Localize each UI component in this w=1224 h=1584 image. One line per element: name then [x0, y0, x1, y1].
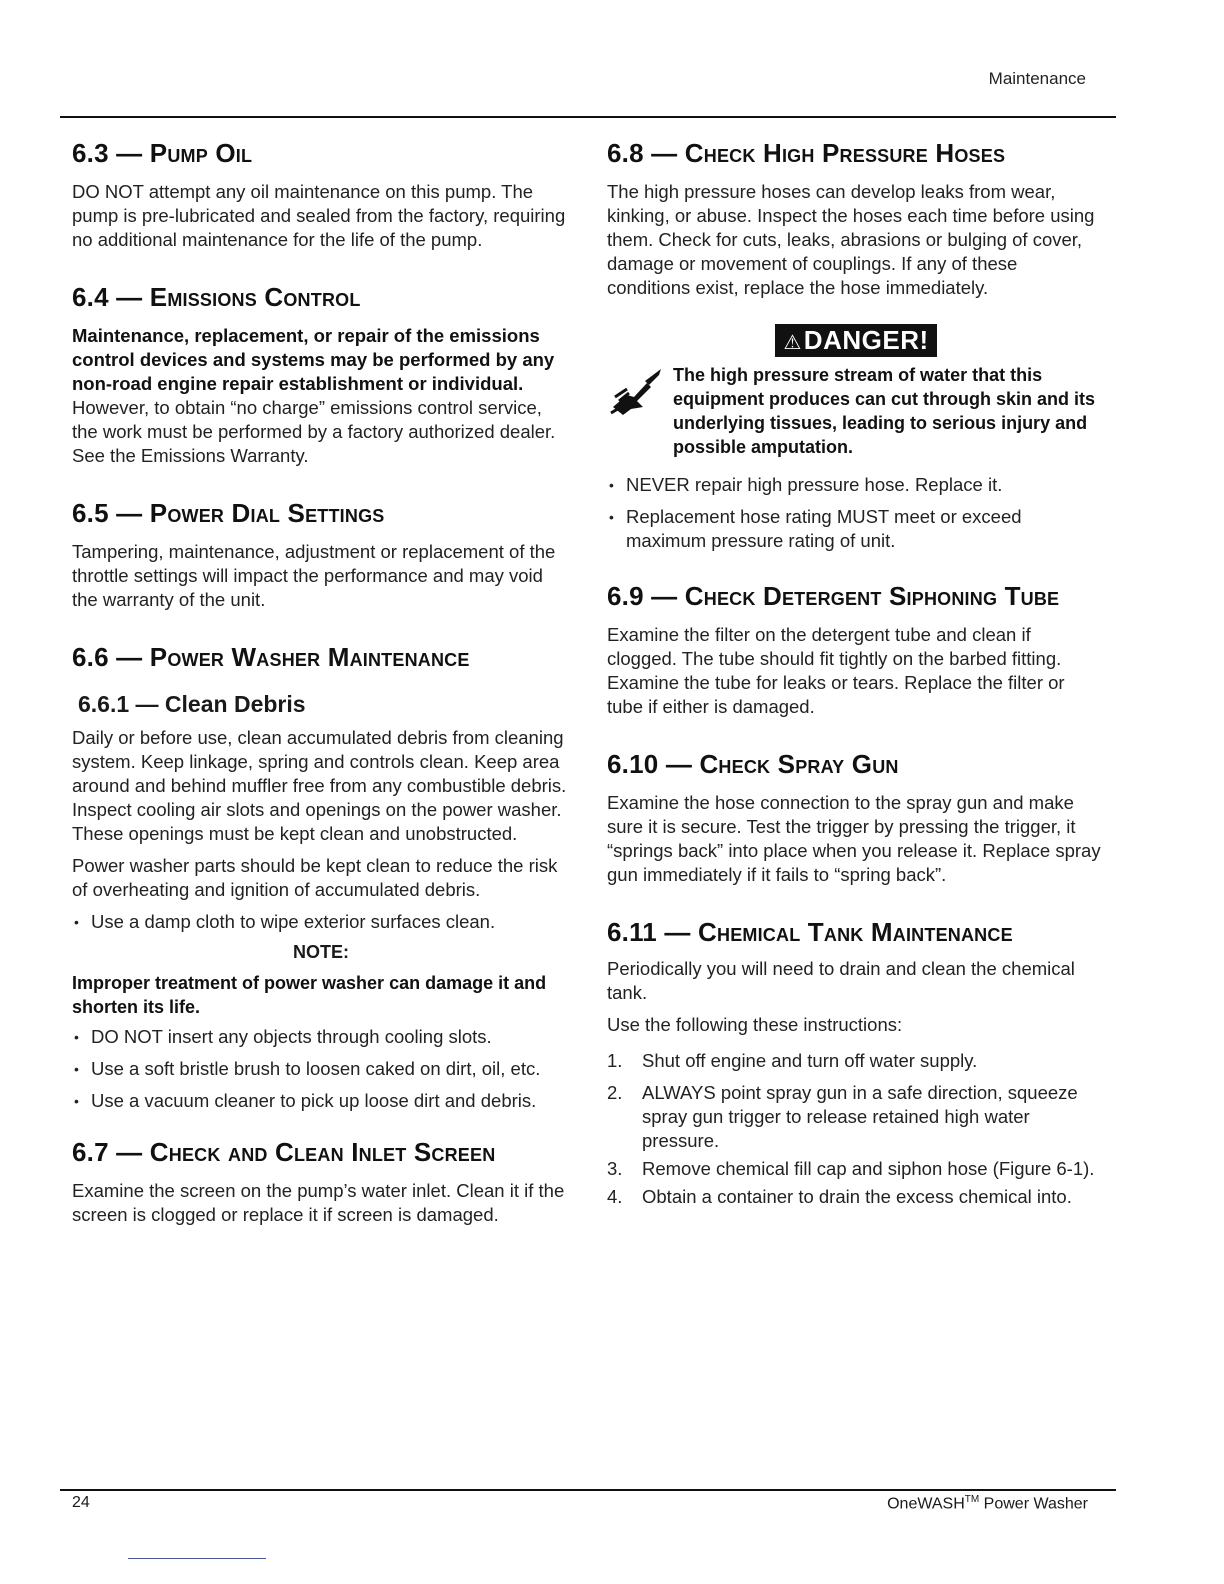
high-pressure-cut-hazard-icon [607, 363, 673, 428]
section-6-11-body-1: Periodically you will need to drain and clean the chemical tank. [607, 958, 1075, 1003]
section-6-6-1-body-1: Daily or before use, clean accumulated debris from cleaning system. Keep linkage, spring and controls clean. Keep area around and behind muffler free from any combustible debris. Inspect cooling air slots and openings on the power washer. These openings must be kept clean and unobstructed. [72, 727, 567, 844]
left-column [72, 134, 570, 1227]
product-suffix: Power Washer [979, 1495, 1088, 1513]
section-6-6-title: 6.6 — Power Washer Maintenance [72, 642, 470, 672]
section-6-10-title: 6.10 — Check Spray Gun [607, 749, 899, 779]
danger-message [607, 363, 1105, 459]
list-item: • Use a vacuum cleaner to pick up loose dirt and debris. [72, 1089, 570, 1113]
section-6-11-body-2: Use the following these instructions: [607, 1014, 903, 1035]
list-item: • Use a soft bristle brush to loosen caked on dirt, oil, etc. [72, 1057, 570, 1081]
danger-badge [775, 324, 936, 357]
page-link-underline [128, 1558, 266, 1559]
list-item: • Use a damp cloth to wipe exterior surfaces clean. [72, 910, 570, 934]
right-column [607, 134, 1105, 1209]
step-text: ALWAYS point spray gun in a safe direction, squeeze spray gun trigger to release retained high water pressure. [642, 1082, 1078, 1151]
section-6-3-title: 6.3 — Pump Oil [72, 138, 253, 168]
section-6-8-title: 6.8 — Check High Pressure Hoses [607, 138, 1006, 168]
section-6-10-body: Examine the hose connection to the spray gun and make sure it is secure. Test the trigger by pressing the trigger, it “springs back” into place when you release it. Replace spray gun immediately if it fails to “spring back”. [607, 792, 1101, 885]
step-number: 4. [607, 1186, 623, 1207]
chemical-tank-steps [607, 1049, 1105, 1209]
step-number: 3. [607, 1158, 623, 1179]
product-name [887, 1494, 1088, 1513]
step-text: Remove chemical fill cap and siphon hose (Figure 6-1). [642, 1158, 1095, 1179]
danger-header [607, 324, 1105, 357]
note-title: NOTE: [293, 942, 349, 962]
step-number: 1. [607, 1050, 623, 1071]
section-6-8-body: The high pressure hoses can develop leaks from wear, kinking, or abuse. Inspect the hoses each time before using them. Check for cuts, leaks, abrasions or bulging of cover, damage or movement of couplings. If any of these conditions exist, replace the hose immediately. [607, 181, 1095, 298]
section-6-6-1-body-2: Power washer parts should be kept clean to reduce the risk of overheating and ignition of accumulated debris. [72, 855, 558, 900]
list-item [607, 1185, 1105, 1209]
list-item: • DO NOT insert any objects through cooling slots. [72, 1025, 570, 1049]
page-number: 24 [72, 1494, 90, 1511]
section-6-11-title: 6.11 — Chemical Tank Maintenance [607, 917, 1013, 947]
section-6-4-text: However, to obtain “no charge” emissions control service, the work must be performed by a factory authorized dealer. See the Emissions Warranty. [72, 397, 556, 466]
footer-rule [60, 1489, 1116, 1491]
section-6-9-body: Examine the filter on the detergent tube and clean if clogged. The tube should fit tightly on the barbed fitting. Examine the tube for leaks or tears. Replace the filter or tube if either is damaged. [607, 624, 1065, 717]
section-6-7-body: Examine the screen on the pump’s water inlet. Clean it if the screen is clogged or replace it if screen is damaged. [72, 1180, 565, 1225]
maintenance-bullet-list [72, 1025, 570, 1113]
trademark-mark: TM [964, 1494, 980, 1505]
list-item [607, 1081, 1105, 1153]
section-6-7-title: 6.7 — Check and Clean Inlet Screen [72, 1137, 496, 1167]
danger-text: The high pressure stream of water that this equipment produces can cut through skin and its underlying tissues, leading to serious injury and possible amputation. [673, 365, 1096, 457]
running-header: Maintenance [988, 69, 1086, 88]
section-6-4-body [72, 324, 570, 468]
header-rule [60, 116, 1116, 118]
section-6-5-title: 6.5 — Power Dial Settings [72, 498, 385, 528]
step-text: Obtain a container to drain the excess chemical into. [642, 1186, 1072, 1207]
hose-bullet-list [607, 473, 1105, 553]
note-text: Improper treatment of power washer can damage it and shorten its life. [72, 973, 547, 1017]
step-text: Shut off engine and turn off water supply. [642, 1050, 978, 1071]
step-number: 2. [607, 1082, 623, 1103]
section-6-3-body: DO NOT attempt any oil maintenance on this pump. The pump is pre-lubricated and sealed from the factory, requiring no additional maintenance for the life of the pump. [72, 181, 566, 250]
list-item [607, 1049, 1105, 1073]
section-6-4-title: 6.4 — Emissions Control [72, 282, 361, 312]
list-item: • Replacement hose rating MUST meet or exceed maximum pressure rating of unit. [607, 505, 1105, 553]
product-brand: OneWASH [887, 1495, 965, 1513]
section-6-5-body: Tampering, maintenance, adjustment or replacement of the throttle settings will impact the performance and may void the warranty of the unit. [72, 541, 556, 610]
danger-label: DANGER! [803, 325, 929, 355]
section-6-4-bold-text: Maintenance, replacement, or repair of the emissions control devices and systems may be performed by any non-road engine repair establishment or individual. [72, 325, 555, 394]
list-item [607, 1157, 1105, 1181]
section-6-9-title: 6.9 — Check Detergent Siphoning Tube [607, 581, 1060, 611]
list-item: • NEVER repair high pressure hose. Replace it. [607, 473, 1105, 497]
section-6-6-1-title: 6.6.1 — Clean Debris [78, 691, 306, 717]
warning-triangle-icon: ⚠ [783, 332, 802, 354]
cleaning-bullet-list [72, 910, 570, 934]
